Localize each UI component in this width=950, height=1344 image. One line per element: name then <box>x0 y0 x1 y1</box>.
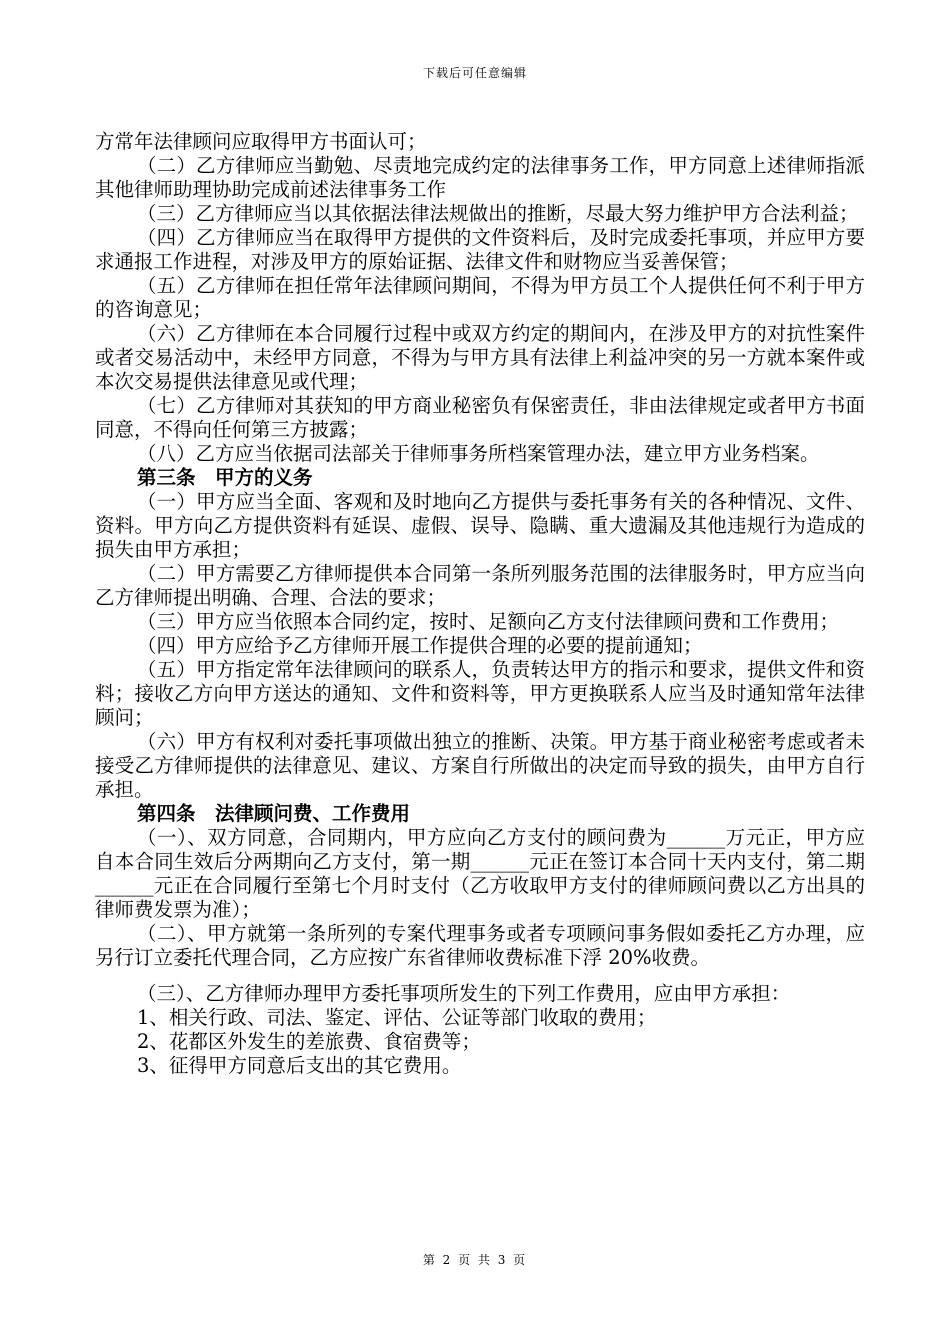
section-heading-article-3: 第三条 甲方的义务 <box>137 466 313 489</box>
paragraph-clause-2-6: （六）乙方律师在本合同履行过程中或双方约定的期间内，在涉及甲方的对抗性案件或者交易活动中，未经甲方同意，不得为与甲方具有法律上利益冲突的另一方就本案件或本次交易提供法律意见或代理； <box>95 322 865 393</box>
paragraph-clause-3-4: （四）甲方应给予乙方律师开展工作提供合理的必要的提前通知； <box>137 634 703 657</box>
paragraph-clause-2-4: （四）乙方律师应当在取得甲方提供的文件资料后，及时完成委托事项，并应甲方要求通报工作进程，对涉及甲方的原始证据、法律文件和财物应当妥善保管； <box>95 226 865 273</box>
list-item-fee-1: 1、相关行政、司法、鉴定、评估、公证等部门收取的费用； <box>137 1006 657 1029</box>
paragraph-clause-2-5: （五）乙方律师在担任常年法律顾问期间，不得为甲方员工个人提供任何不利于甲方的咨询意见； <box>95 274 865 321</box>
paragraph-clause-2-8: （八）乙方应当依据司法部关于律师事务所档案管理办法，建立甲方业务档案。 <box>137 442 820 465</box>
paragraph-clause-3-1: （一）甲方应当全面、客观和及时地向乙方提供与委托事务有关的各种情况、文件、资料。甲方向乙方提供资料有延误、虚假、误导、隐瞒、重大遗漏及其他违规行为造成的损失由甲方承担； <box>95 490 865 561</box>
paragraph-clause-2-2: （二）乙方律师应当勤勉、尽责地完成约定的法律事务工作，甲方同意上述律师指派其他律师助理协助完成前述法律事务工作 <box>95 154 865 201</box>
paragraph-clause-3-6: （六）甲方有权利对委托事项做出独立的推断、决策。甲方基于商业秘密考虑或者未接受乙方律师提供的法律意见、建议、方案自行所做出的决定而导致的损失，由甲方自行承担。 <box>95 730 865 801</box>
paragraph-clause-4-2: （二）、甲方就第一条所列的专案代理事务或者专项顾问事务假如委托乙方办理，应另行订立委托代理合同，乙方应按广东省律师收费标准下浮 20%收费。 <box>95 922 865 969</box>
paragraph-clause-2-3: （三）乙方律师应当以其依据法律法规做出的推断，尽最大努力维护甲方合法利益； <box>137 202 859 225</box>
page-header: 下载后可任意编辑 <box>422 66 527 80</box>
paragraph-clause-3-5: （五）甲方指定常年法律顾问的联系人，负责转达甲方的指示和要求，提供文件和资料；接收乙方向甲方送达的通知、文件和资料等，甲方更换联系人应当及时通知常年法律顾问； <box>95 658 865 729</box>
section-heading-article-4: 第四条 法律顾问费、工作费用 <box>137 802 411 825</box>
paragraph-continuation: 方常年法律顾问应取得甲方书面认可； <box>95 130 427 153</box>
paragraph-clause-4-1: （一）、双方同意，合同期内，甲方应向乙方支付的顾问费为______万元正，甲方应自本合同生效后分两期向乙方支付，第一期______元正在签订本合同十天内支付，第二期______元正在合同履行至第七个月时支付（乙方收取甲方支付的律师顾问费以乙方出具的律师费发票为准）； <box>95 826 865 921</box>
list-item-fee-2: 2、花都区外发生的差旅费、食宿费等； <box>137 1030 481 1053</box>
document-body <box>95 130 865 1078</box>
paragraph-clause-2-7: （七）乙方律师对其获知的甲方商业秘密负有保密责任，非由法律规定或者甲方书面同意，不得向任何第三方披露； <box>95 394 865 441</box>
list-item-fee-3: 3、征得甲方同意后支出的其它费用。 <box>137 1054 462 1077</box>
paragraph-clause-4-3: （三）、乙方律师办理甲方委托事项所发生的下列工作费用，应由甲方承担： <box>137 982 791 1005</box>
paragraph-clause-3-3: （三）甲方应当依照本合同约定，按时、足额向乙方支付法律顾问费和工作费用； <box>137 610 840 633</box>
page-footer: 第 2 页 共 3 页 <box>422 1253 528 1267</box>
paragraph-clause-3-2: （二）甲方需要乙方律师提供本合同第一条所列服务范围的法律服务时，甲方应当向乙方律师提出明确、合理、合法的要求； <box>95 562 865 609</box>
